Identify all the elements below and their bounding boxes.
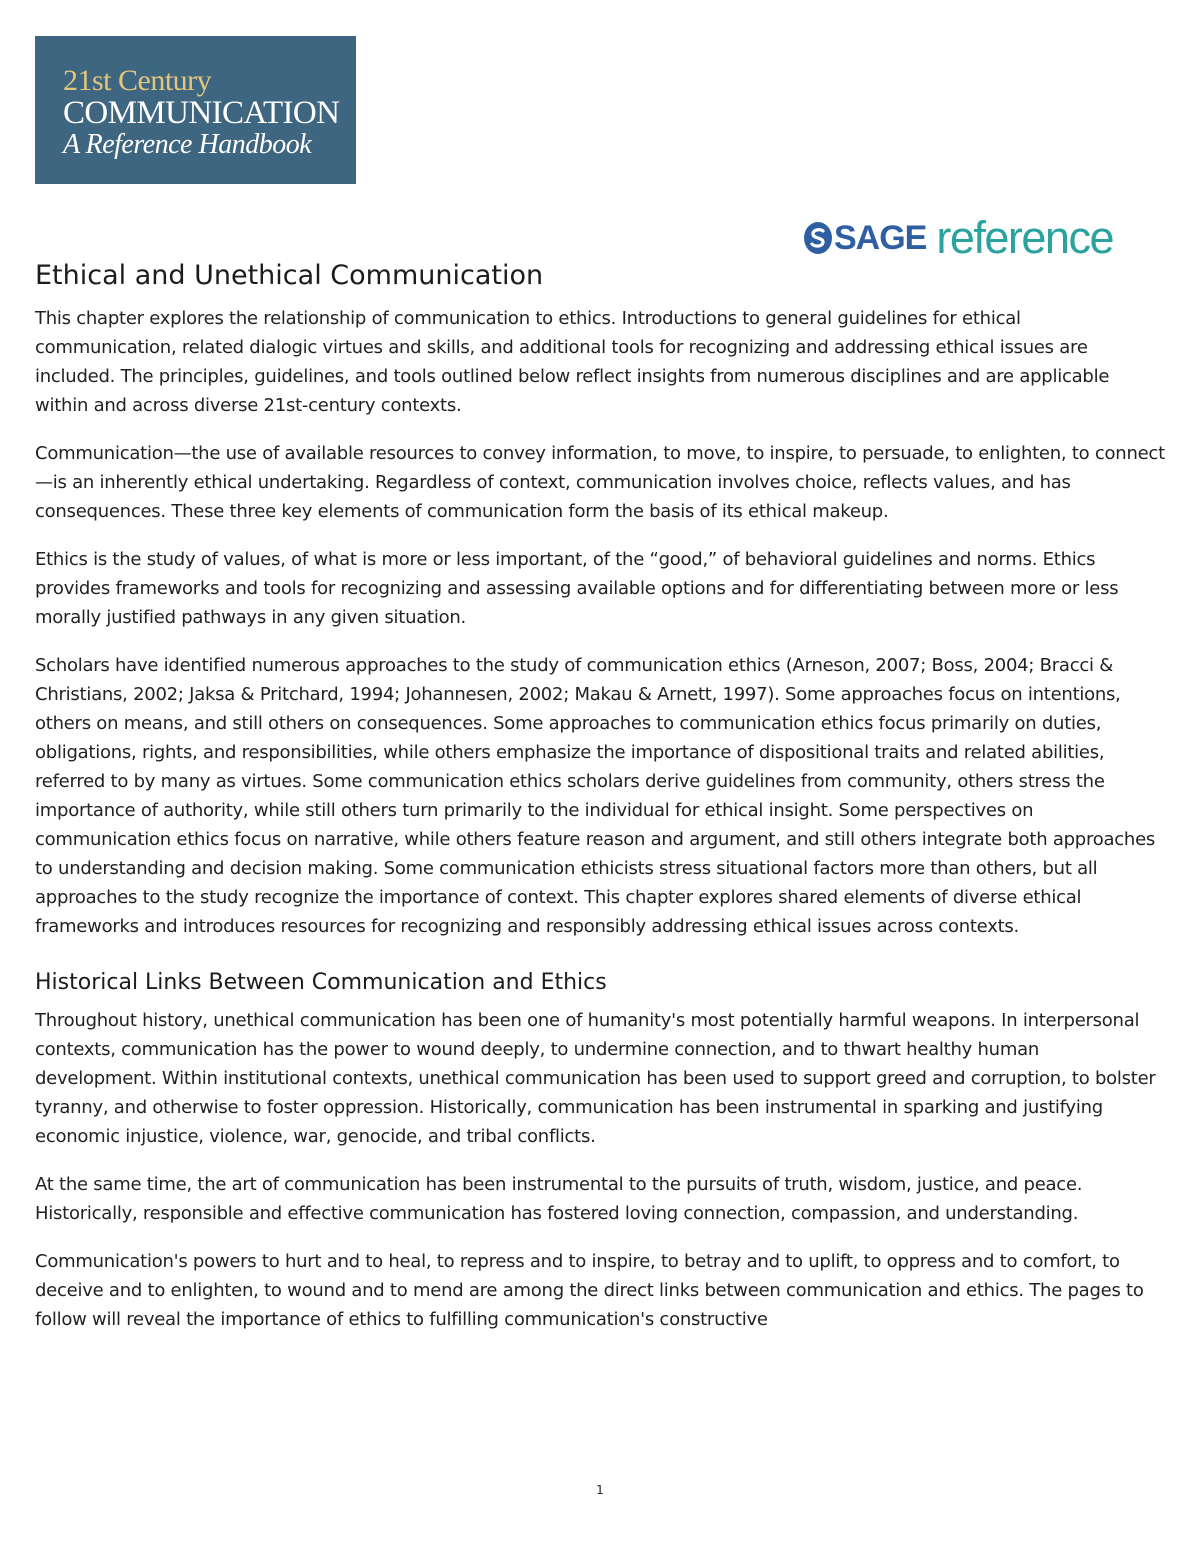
book-logo xyxy=(35,36,356,184)
article-content xyxy=(35,258,1165,1353)
section-paragraph-3: Communication's powers to hurt and to heal, to repress and to inspire, to betray and to uplift, to oppress and to comfort, to deceive and to enlighten, to wound and to mend are among the direct links between communication and ethics. The pages to follow will reveal the importance of ethics to fulfilling communication's constructive xyxy=(35,1251,1144,1330)
intro-paragraph-3: Ethics is the study of values, of what is more or less important, of the “good,” of behavioral guidelines and norms. Ethics provides frameworks and tools for recognizing and assessing available options and for differentiating between more or less morally justified pathways in any given situation. xyxy=(35,549,1119,628)
reference-logo-word: reference xyxy=(936,212,1113,263)
intro-paragraph-1: This chapter explores the relationship of communication to ethics. Introductions to general guidelines for ethical communication, related dialogic virtues and skills, and additional tools for recognizing and addressing ethical issues are included. The principles, guidelines, and tools outlined below reflect insights from numerous disciplines and are applicable within and across diverse 21st-century contexts. xyxy=(35,308,1110,416)
section-paragraph-2: At the same time, the art of communication has been instrumental to the pursuits of truth, wisdom, justice, and peace. Historically, responsible and effective communication has fostered loving connection, compassion, and understanding. xyxy=(35,1174,1083,1224)
book-logo-line3: A Reference Handbook xyxy=(63,129,312,160)
book-logo-line1: 21st Century xyxy=(63,64,212,97)
sage-s-icon xyxy=(803,221,833,255)
intro-paragraph-4: Scholars have identified numerous approaches to the study of communication ethics (Arneson, 2007; Boss, 2004; Bracci & Christians, 2002; Jaksa & Pritchard, 1994; Johannesen, 2002; Makau & Arnett, 1997). Some approaches focus on intentions, others on means, and still others on consequences. Some approaches to communication ethics focus primarily on duties, obligations, rights, and responsibilities, while others emphasize the importance of dispositional traits and related abilities, referred to by many as virtues. Some communication ethics scholars derive guidelines from community, others stress the importance of authority, while still others turn primarily to the individual for ethical insight. Some perspectives on communication ethics focus on narrative, while others feature reason and argument, and still others integrate both approaches to understanding and decision making. Some communication ethicists stress situational factors more than others, but all approaches to the study recognize the importance of context. This chapter explores shared elements of diverse ethical frameworks and introduces resources for recognizing and responsibly addressing ethical issues across contexts. xyxy=(35,655,1156,937)
page-title: Ethical and Unethical Communication xyxy=(35,260,544,291)
sage-logo-word: SAGE xyxy=(834,218,927,257)
sage-reference-logo xyxy=(803,213,1113,263)
book-logo-line2: COMMUNICATION xyxy=(63,95,340,131)
section-paragraph-1: Throughout history, unethical communication has been one of humanity's most potentially harmful weapons. In interpersonal contexts, communication has the power to wound deeply, to undermine connection, and to thwart healthy human development. Within institutional contexts, unethical communication has been used to support greed and corruption, to bolster tyranny, and otherwise to foster oppression. Historically, communication has been instrumental in sparking and justifying economic injustice, violence, war, genocide, and tribal conflicts. xyxy=(35,1010,1156,1147)
intro-paragraph-2: Communication—the use of available resources to convey information, to move, to inspire, to persuade, to enlighten, to connect—is an inherently ethical undertaking. Regardless of context, communication involves choice, reflects values, and has consequences. These three key elements of communication form the basis of its ethical makeup. xyxy=(35,443,1165,522)
page-number: 1 xyxy=(596,1483,604,1497)
section-heading: Historical Links Between Communication and Ethics xyxy=(35,970,607,995)
